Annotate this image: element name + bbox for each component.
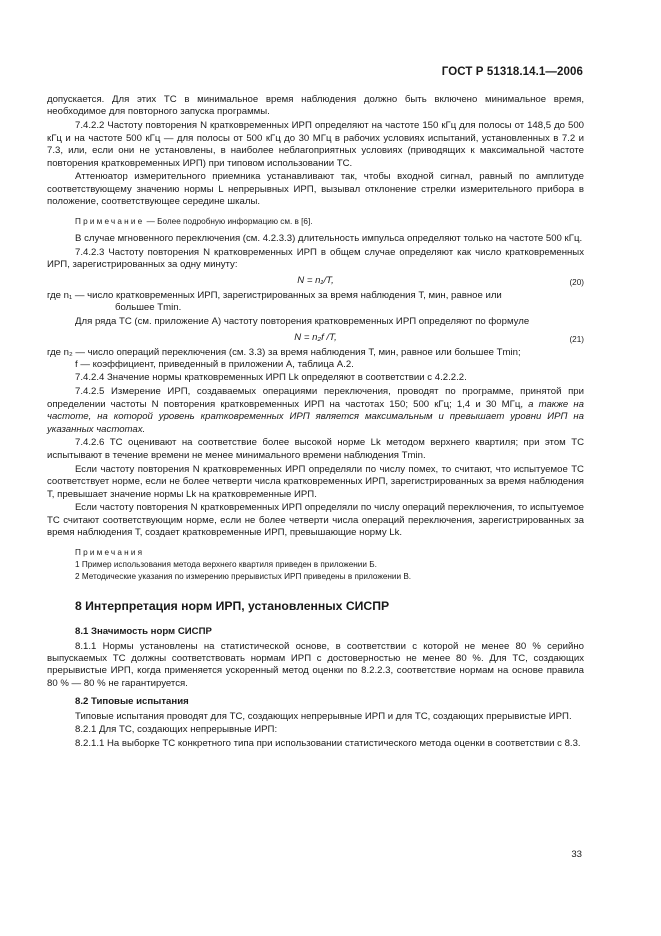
where-n1: где n₁ — число кратковременных ИРП, зарегистрированных за время наблюдения T, мин, равное или [47,289,502,301]
paragraph-8-2: Типовые испытания проводят для ТС, создающих непрерывные ИРП и для ТС, создающих прерывистые ИРП. [75,710,572,722]
paragraph-8-2-1: 8.2.1 Для ТС, создающих непрерывные ИРП: [75,724,278,736]
note [47,216,584,227]
formula-20 [47,273,584,290]
note-item: 2 Методические указания по измерению прерывистых ИРП приведены в приложении В. [75,571,412,581]
paragraph: допускается. Для этих ТС в минимальное время наблюдения должно быть включено минимальное время, необходимое для повторного запуска программы. [47,94,584,118]
paragraph-8-2-1-1: 8.2.1.1 На выборке ТС конкретного типа при использовании статистического метода оценки в соответствии с 8.3. [75,738,581,750]
note-item: 1 Пример использования метода верхнего квартиля приведен в приложении Б. [75,559,377,569]
subsection-heading-8-1: 8.1 Значимость норм СИСПР [75,626,212,638]
where-n2: где n₂ — число операций переключения (см. 3.3) за время наблюдения T, мин, равное или большее Tmin; [47,346,521,358]
where-n1-cont: большее Tmin. [115,302,182,314]
formula-20-expression: N = n₁/T, [297,274,334,286]
page-number: 33 [571,849,582,860]
paragraph-attenuator: Аттенюатор измерительного приемника устанавливают так, чтобы входной сигнал, равный по амплитуде соответствующему значению нормы L непрерывных ИРП, вызывал отклонение стрелки измерительного прибора в положение, соответствующее середине шкалы. [47,171,584,208]
paragraph-formula-21-intro: Для ряда ТС (см. приложение А) частоту повторения кратковременных ИРП определяют по формуле [75,315,530,327]
where-f: f — коэффициент, приведенный в приложении А, таблица А.2. [75,359,354,370]
formula-21-expression: N = n₂f /T, [294,331,337,343]
paragraph-instant-switch: В случае мгновенного переключения (см. 4.2.3.3) длительность импульса определяют только на частоте 500 кГц. [75,232,583,244]
formula-21-number: (21) [569,334,584,344]
note-text: — Более подробную информацию см. в [6]. [144,216,313,226]
paragraph-7-4-2-6: 7.4.2.6 ТС оценивают на соответствие более высокой норме Lk методом верхнего квартиля; при этом ТС испытывают в течение времени не менее минимального времени наблюдения Tmin. [47,437,584,461]
note-lead: Примечание [75,216,145,226]
paragraph-count-interference: Если частоту повторения N кратковременных ИРП определяли по числу помех, то считают, что испытуемое ТС соответствует норме, если не более четверти числа кратковременных ИРП, зарегистрированных за время наблюдения T, превышает значение нормы Lk на кратковременные ИРП. [47,463,584,500]
paragraph-7-4-2-2: 7.4.2.2 Частоту повторения N кратковременных ИРП определяют на частоте 150 кГц для полосы от 148,5 до 500 кГц и на частоте 500 кГц — для полосы от 500 кГц до 30 МГц в рабочих условиях испытаний, установленных в 7.2 и 7.3, или, если они не установлены, в наиболее неблагоприятных условиях (приводящих к максимальной частоте повторения кратковременных ИРП) при типовом использовании ТС. [47,120,584,169]
paragraph-7-4-2-4: 7.4.2.4 Значение нормы кратковременных ИРП Lk определяют в соответствии с 4.2.2.2. [75,372,467,384]
document-body [47,94,584,752]
notes-heading: Примечания [75,547,145,557]
section-heading-8: 8 Интерпретация норм ИРП, установленных СИСПР [75,598,390,613]
paragraph-7-4-2-3: 7.4.2.3 Частоту повторения N кратковременных ИРП в общем случае определяют как число кратковременных ИРП, зарегистрированных за одну минуту: [47,246,584,270]
paragraph-8-1-1: 8.1.1 Нормы установлены на статистической основе, в соответствии с которой не менее 80 % серийно выпускаемых ТС должны соответствовать нормам ИРП с достоверностью не менее 80 %. Для ТС, создающих прерывистые ИРП, когда применяется ускоренный метод оценки по 8.2.2.3, соответствие нормам на основе правила 80 % — 80 % не гарантируется. [47,640,584,689]
formula-21 [47,330,584,347]
formula-20-number: (20) [569,277,584,287]
paragraph-7-4-2-5 [47,386,584,436]
paragraph-7-4-2-5-text: 7.4.2.5 Измерение ИРП, создаваемых операциями переключения, проводят по программе, принятой при определении частоты N повторения кратковременных ИРП на частотах 150; 500 кГц; 1,4 и 30 МГц, [47,386,584,410]
paragraph-7-4-2-5-italic: а также на частоте, на которой уровень кратковременных ИРП является максимальным и превышает уровни ИРП на указанных частотах. [47,398,584,435]
document-header: ГОСТ Р 51318.14.1—2006 [441,66,583,78]
paragraph-count-switching: Если частоту повторения N кратковременных ИРП определяли по числу операций переключения, то испытуемое ТС считают соответствующим норме, если не более четверти числа операций переключения, зарегистрированных за время наблюдения T, создает кратковременные ИРП, превышающие норму Lk. [47,502,584,539]
subsection-heading-8-2: 8.2 Типовые испытания [75,696,189,708]
